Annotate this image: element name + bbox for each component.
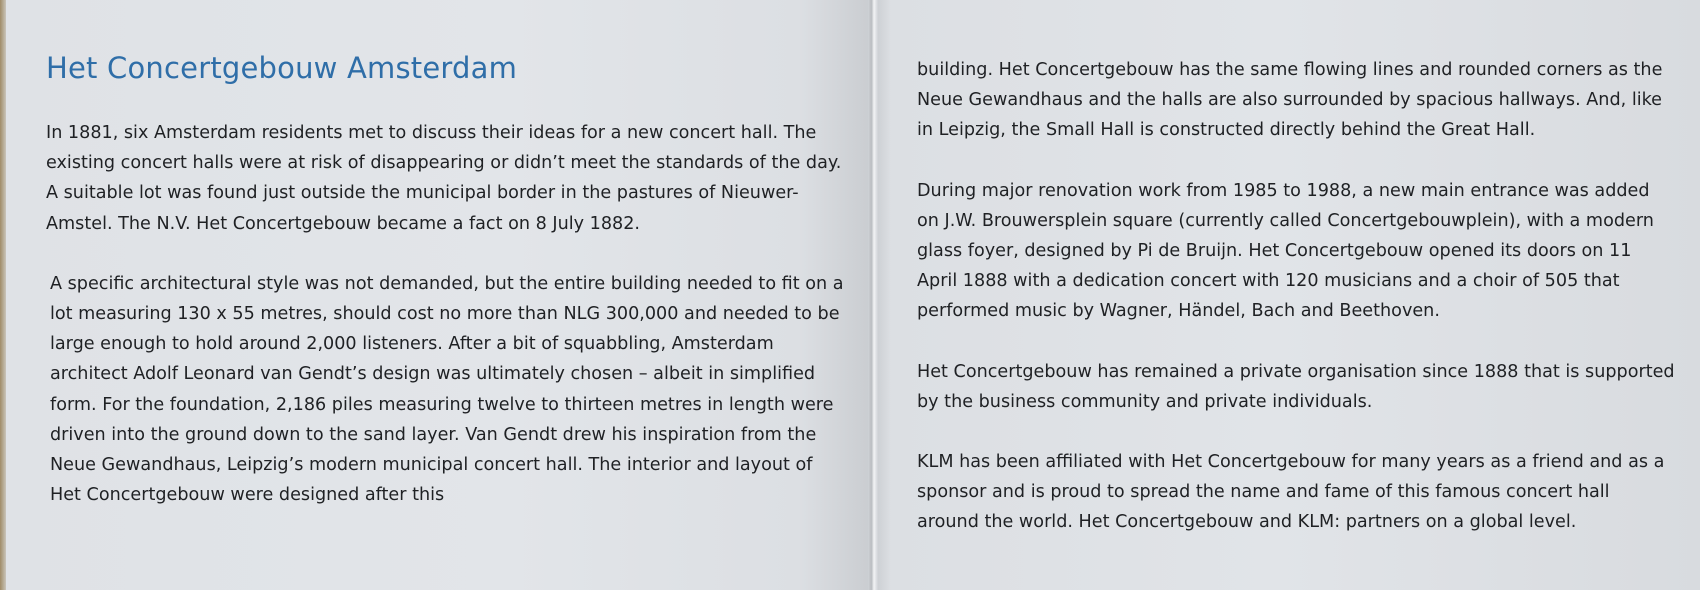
background-edge xyxy=(0,0,6,590)
paragraph-renovation: During major renovation work from 1985 to 1988, a new main entrance was added on J.W. Brouwersplein square (currently called Concertgebouwplein), with a modern glass foyer, designed by Pi de Bruijn. Het Concertgebouw opened its doors on 11 April 1888 with a dedication concert with 120 musicians and a choir of 505 that performed music by Wagner, Händel, Bach and Beethoven. xyxy=(917,180,1654,322)
paragraph-klm: KLM has been affiliated with Het Concertgebouw for many years as a friend and as a sponsor and is proud to spread the name and fame of this famous concert hall around the world. Het Concertgebouw and KLM: partners on a global level. xyxy=(917,452,1665,533)
paragraph-history: In 1881, six Amsterdam residents met to discuss their ideas for a new concert hall. The existing concert halls were at risk of disappearing or didn’t meet the standards of the day. A suitable lot was found just outside the municipal border in the pastures of Nieuwer-Amstel. The N.V. Het Concertgebouw became a fact on 8 July 1882. xyxy=(46,123,842,234)
paragraph-organisation: Het Concertgebouw has remained a private organisation since 1888 that is supported by the business community and private individuals. xyxy=(917,361,1675,412)
page-fold xyxy=(868,0,878,590)
left-page xyxy=(46,0,846,590)
paragraph-building: building. Het Concertgebouw has the same flowing lines and rounded corners as the Neue Gewandhaus and the halls are also surrounded by spacious hallways. And, like in Leipzig, the Small Hall is constructed directly behind the Great Hall. xyxy=(917,60,1663,141)
paragraph-architecture: A specific architectural style was not demanded, but the entire building needed to fit on a lot measuring 130 x 55 metres, should cost no more than NLG 300,000 and needed to be large enough to hold around 2,000 listeners. After a bit of squabbling, Amsterdam architect Adolf Leonard van Gendt’s design was ultimately chosen – albeit in simplified form. For the foundation, 2,186 piles measuring twelve to thirteen metres in length were driven into the ground down to the sand layer. Van Gendt drew his inspiration from the Neue Gewandhaus, Leipzig’s modern municipal concert hall. The interior and layout of Het Concertgebouw were designed after this xyxy=(50,273,844,506)
right-page xyxy=(917,0,1677,590)
page-title: Het Concertgebouw Amsterdam xyxy=(46,51,518,85)
